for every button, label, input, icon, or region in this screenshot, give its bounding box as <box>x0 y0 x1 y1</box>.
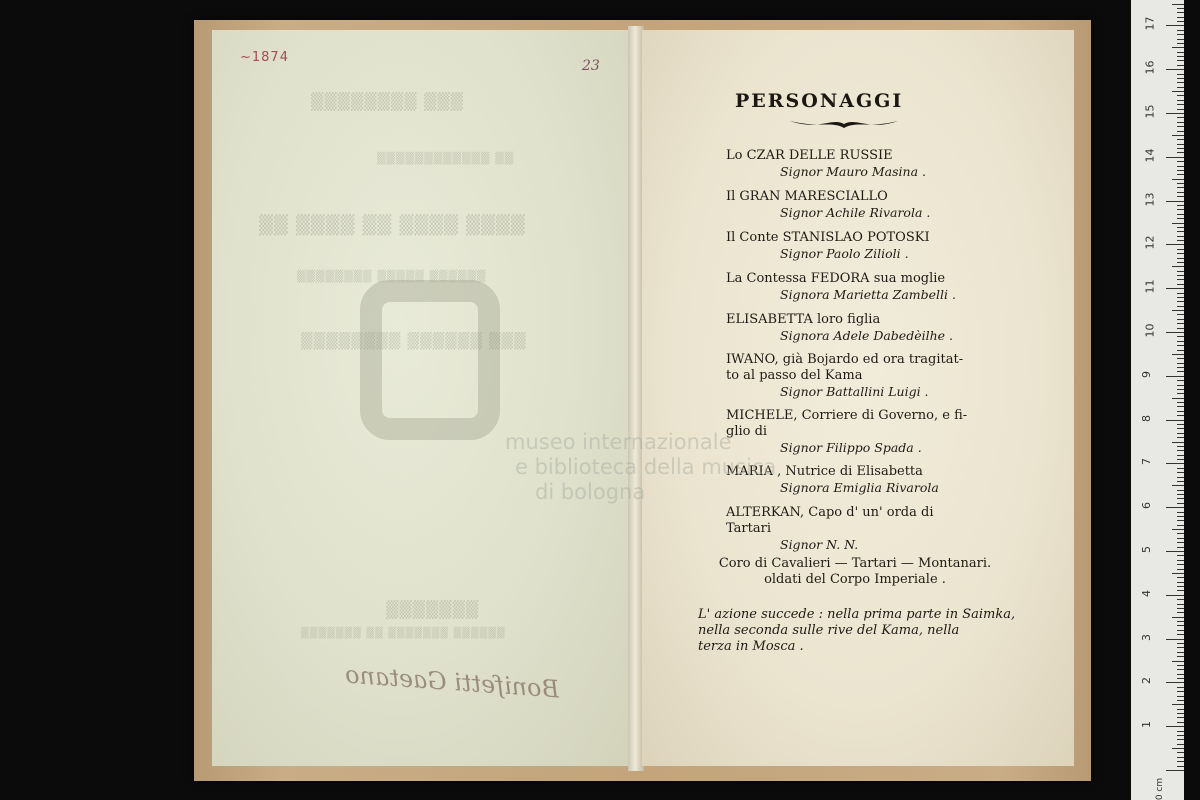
cast-role: Il Conte STANISLAO POTOSKI <box>726 230 930 245</box>
ruler-tick <box>1177 512 1184 513</box>
ruler-tick <box>1177 656 1184 657</box>
ruler-tick <box>1177 625 1184 626</box>
ruler-tick <box>1177 214 1184 215</box>
ruler-tick <box>1177 717 1184 718</box>
ruler-tick <box>1177 385 1184 386</box>
handwritten-signature: Bonifetti Gaetano <box>344 660 561 704</box>
ruler-tick <box>1177 345 1184 346</box>
ruler-tick <box>1172 310 1184 311</box>
ruler-tick <box>1177 520 1184 521</box>
ruler-tick <box>1166 595 1184 596</box>
ruler-tick <box>1166 770 1184 771</box>
ruler-tick <box>1177 328 1184 329</box>
ruler-tick <box>1172 398 1184 399</box>
ruler-tick <box>1177 380 1184 381</box>
cast-singer: Signor Mauro Masina . <box>780 164 926 179</box>
ruler-tick <box>1177 481 1184 482</box>
ruler-tick <box>1172 529 1184 530</box>
ruler-tick <box>1177 170 1184 171</box>
ruler-tick <box>1177 341 1184 342</box>
ruler-number: 7 <box>1140 458 1153 466</box>
bleed-through-text: ▒▒▒▒ ▒▒▒▒ ▒▒ ▒▒▒▒ ▒▒ <box>258 215 525 236</box>
ruler-tick <box>1166 463 1184 464</box>
ruler-tick <box>1177 590 1184 591</box>
ruler-tick <box>1177 363 1184 364</box>
ruler-number: 13 <box>1143 192 1157 207</box>
ruler-tick <box>1177 687 1184 688</box>
ruler-tick <box>1177 43 1184 44</box>
watermark <box>505 430 776 505</box>
ruler-tick <box>1172 617 1184 618</box>
ruler-tick <box>1177 674 1184 675</box>
ruler-tick <box>1177 696 1184 697</box>
ruler-tick <box>1166 244 1184 245</box>
ruler-tick <box>1177 60 1184 61</box>
ruler-tick <box>1172 354 1184 355</box>
ruler-tick <box>1177 415 1184 416</box>
cast-entry <box>726 271 1000 312</box>
bleed-through-text: ▒▒ ▒▒▒▒▒▒▒▒▒▒▒▒ <box>376 152 514 165</box>
cast-role: ALTERKAN, Capo d' un' orda di Tartari <box>726 505 934 536</box>
page-title: PERSONAGGI <box>735 90 904 112</box>
cast-role: MICHELE, Corriere di Governo, e fi- glio di <box>726 408 968 439</box>
ruler-tick <box>1177 236 1184 237</box>
ruler-tick <box>1177 306 1184 307</box>
ruler-tick <box>1177 209 1184 210</box>
ruler-tick <box>1166 157 1184 158</box>
ruler-tick <box>1177 713 1184 714</box>
cast-singer: Signor N. N. <box>780 537 859 552</box>
ruler-tick <box>1177 547 1184 548</box>
ruler-tick <box>1177 218 1184 219</box>
ruler-tick <box>1177 21 1184 22</box>
ruler-tick <box>1166 69 1184 70</box>
ruler-tick <box>1177 533 1184 534</box>
ruler-number: 4 <box>1140 589 1153 597</box>
watermark-line: di bologna <box>535 480 646 504</box>
ruler-number: 12 <box>1143 235 1157 250</box>
ruler-number: 3 <box>1140 633 1153 641</box>
cast-role: ELISABETTA loro figlia <box>726 312 881 327</box>
bleed-through-text: ▒▒▒ ▒▒▒▒▒▒ ▒▒▒▒▒▒▒▒ <box>300 332 526 350</box>
ruler-tick <box>1177 424 1184 425</box>
cast-singer: Signor Filippo Spada . <box>780 440 922 455</box>
ruler-tick <box>1177 253 1184 254</box>
ruler-number: 14 <box>1143 148 1157 163</box>
ruler-tick <box>1177 258 1184 259</box>
ruler-tick <box>1172 485 1184 486</box>
ruler-tick <box>1177 722 1184 723</box>
ruler-tick <box>1177 709 1184 710</box>
ruler-tick <box>1177 608 1184 609</box>
bleed-through-text: ▒▒▒▒▒▒▒ <box>385 600 479 619</box>
ruler-tick <box>1177 402 1184 403</box>
ruler-tick <box>1177 144 1184 145</box>
ruler-tick <box>1177 148 1184 149</box>
ruler-number: 16 <box>1143 60 1157 75</box>
ruler-tick <box>1177 634 1184 635</box>
ruler-tick <box>1177 39 1184 40</box>
ruler-tick <box>1177 503 1184 504</box>
ruler-tick <box>1166 726 1184 727</box>
ruler-tick <box>1177 82 1184 83</box>
ruler-tick <box>1177 669 1184 670</box>
bleed-through-text: ▒▒▒▒▒▒ ▒▒▒▒▒ ▒▒▒▒▒▒▒▒ <box>296 270 486 283</box>
ruler-tick <box>1177 752 1184 753</box>
library-stamp-bleed <box>360 280 500 440</box>
ruler-number: 17 <box>1143 16 1157 31</box>
ruler-tick <box>1177 301 1184 302</box>
bleed-through-text: ▒▒▒▒▒▒ ▒▒▒▒▒▒▒ ▒▒ ▒▒▒▒▒▒▒ <box>300 628 505 639</box>
ruler-tick <box>1172 4 1184 5</box>
ruler-tick <box>1172 91 1184 92</box>
ruler-tick <box>1177 477 1184 478</box>
ruler-tick <box>1177 297 1184 298</box>
ruler-tick <box>1172 704 1184 705</box>
ruler-tick <box>1177 450 1184 451</box>
ruler-tick <box>1166 332 1184 333</box>
ruler-tick <box>1177 314 1184 315</box>
cast-singer: Signora Adele Dabedèilhe . <box>780 328 953 343</box>
ruler-tick <box>1177 100 1184 101</box>
ruler-tick <box>1177 744 1184 745</box>
ruler-tick <box>1166 639 1184 640</box>
ruler-tick <box>1177 577 1184 578</box>
ruler-tick <box>1177 586 1184 587</box>
ruler-tick <box>1177 319 1184 320</box>
ruler-tick <box>1177 187 1184 188</box>
ruler-tick <box>1177 87 1184 88</box>
ruler-tick <box>1166 420 1184 421</box>
cast-singer: Signor Battallini Luigi . <box>780 384 929 399</box>
ruler-tick <box>1166 201 1184 202</box>
cast-entry <box>726 312 1000 352</box>
ruler-tick <box>1177 766 1184 767</box>
ruler-tick <box>1177 74 1184 75</box>
ruler-tick <box>1177 52 1184 53</box>
ruler-tick <box>1177 293 1184 294</box>
ruler-tick <box>1177 122 1184 123</box>
ruler-tick <box>1177 336 1184 337</box>
cast-role: IWANO, già Bojardo ed ora tragitat- to al passo del Kama <box>726 352 964 383</box>
cast-entry <box>726 230 1000 271</box>
ruler-tick <box>1177 249 1184 250</box>
ruler-tick <box>1177 647 1184 648</box>
watermark-line: e biblioteca della musica <box>515 455 777 479</box>
ruler-tick <box>1177 490 1184 491</box>
ruler-tick <box>1177 411 1184 412</box>
ruler-tick <box>1177 735 1184 736</box>
ruler-tick <box>1177 564 1184 565</box>
ruler-tick <box>1177 17 1184 18</box>
ruler-tick <box>1172 266 1184 267</box>
ruler-tick <box>1177 455 1184 456</box>
watermark-line: museo internazionale <box>505 430 732 454</box>
ruler-tick <box>1177 205 1184 206</box>
ruler-number: 8 <box>1140 414 1153 422</box>
ruler-tick <box>1177 437 1184 438</box>
ruler-tick <box>1177 275 1184 276</box>
ruler-tick <box>1177 367 1184 368</box>
chorus-line: Coro di Cavalieri — Tartari — Montanari. oldati del Corpo Imperiale . <box>718 556 992 587</box>
ruler-tick <box>1177 8 1184 9</box>
cast-entry <box>726 505 1000 561</box>
ruler-tick <box>1166 25 1184 26</box>
cast-singer: Signor Paolo Zilioli . <box>780 246 909 261</box>
ruler-tick <box>1166 113 1184 114</box>
ruler-tick <box>1177 731 1184 732</box>
ruler-tick <box>1177 192 1184 193</box>
cast-entry <box>726 148 1000 189</box>
ruler-tick <box>1172 179 1184 180</box>
ruler-tick <box>1177 371 1184 372</box>
ruler-number: 10 <box>1143 323 1157 338</box>
ruler-tick <box>1172 442 1184 443</box>
ruler-tick <box>1177 389 1184 390</box>
ruler-tick <box>1177 599 1184 600</box>
ruler-tick <box>1177 231 1184 232</box>
ruler-number: 11 <box>1143 279 1157 294</box>
ruler-tick <box>1177 117 1184 118</box>
ruler-tick <box>1177 525 1184 526</box>
setting-note: L' azione succede : nella prima parte in Saimka, nella seconda sulle rive del Kama, nella terza in Mosca . <box>698 607 1016 654</box>
ruler-tick <box>1177 652 1184 653</box>
cast-entry <box>726 189 1000 230</box>
ruler-tick <box>1172 573 1184 574</box>
ruler-tick <box>1177 691 1184 692</box>
ruler-tick <box>1177 757 1184 758</box>
ruler-tick <box>1172 661 1184 662</box>
cast-role: MARIA , Nutrice di Elisabetta <box>726 464 923 479</box>
ruler-tick <box>1177 739 1184 740</box>
ruler-tick <box>1172 223 1184 224</box>
ruler-tick <box>1177 56 1184 57</box>
ruler-tick <box>1177 30 1184 31</box>
ruler-tick <box>1177 34 1184 35</box>
ruler-tick <box>1172 47 1184 48</box>
ruler-tick <box>1177 240 1184 241</box>
ruler-tick <box>1177 446 1184 447</box>
cast-role: Lo CZAR DELLE RUSSIE <box>726 148 893 163</box>
ruler-tick <box>1172 135 1184 136</box>
ruler-tick <box>1177 665 1184 666</box>
ruler-tick <box>1166 551 1184 552</box>
ruler-tick <box>1177 161 1184 162</box>
ruler-tick <box>1166 376 1184 377</box>
ruler-tick <box>1177 630 1184 631</box>
ruler-tick <box>1177 358 1184 359</box>
cast-entry <box>726 352 1000 408</box>
cast-role: Il GRAN MARESCIALLO <box>726 189 888 204</box>
ruler-tick <box>1177 542 1184 543</box>
ruler-tick <box>1177 538 1184 539</box>
shelfmark: ~1874 <box>240 50 289 65</box>
ruler-number: 2 <box>1140 677 1153 685</box>
ruler-tick <box>1177 516 1184 517</box>
ruler-tick <box>1177 95 1184 96</box>
ruler-tick <box>1177 12 1184 13</box>
cast-singer: Signor Achile Rivarola . <box>780 205 931 220</box>
ruler-tick <box>1177 498 1184 499</box>
ruler-tick <box>1177 582 1184 583</box>
ruler-tick <box>1166 288 1184 289</box>
ruler-tick <box>1177 612 1184 613</box>
ruler-tick <box>1177 459 1184 460</box>
ruler-number: 1 <box>1140 721 1153 729</box>
ruler-tick <box>1177 472 1184 473</box>
ruler-tick <box>1177 284 1184 285</box>
ruler-tick <box>1177 262 1184 263</box>
ruler-tick <box>1177 555 1184 556</box>
ruler-tick <box>1177 700 1184 701</box>
ruler-tick <box>1177 174 1184 175</box>
ruler-tick <box>1177 78 1184 79</box>
ruler-tick <box>1166 682 1184 683</box>
ruler-tick <box>1177 678 1184 679</box>
ruler-tick <box>1177 109 1184 110</box>
ruler-tick <box>1177 139 1184 140</box>
ruler-tick <box>1177 494 1184 495</box>
ruler-tick <box>1177 428 1184 429</box>
cast-singer: Signora Marietta Zambelli . <box>780 287 956 302</box>
cast-singer: Signora Emiglia Rivarola <box>780 480 939 495</box>
ruler-tick <box>1166 507 1184 508</box>
ruler-tick <box>1177 279 1184 280</box>
ruler-tick <box>1177 406 1184 407</box>
ruler-tick <box>1177 569 1184 570</box>
ruler-tick <box>1177 126 1184 127</box>
ruler-number: 9 <box>1140 370 1153 378</box>
ruler-tick <box>1177 560 1184 561</box>
measurement-ruler <box>1131 0 1184 800</box>
ruler-tick <box>1177 323 1184 324</box>
ruler-tick <box>1172 748 1184 749</box>
ruler-tick <box>1177 350 1184 351</box>
ruler-tick <box>1177 183 1184 184</box>
title-flourish <box>788 115 900 131</box>
ruler-tick <box>1177 271 1184 272</box>
ruler-tick <box>1177 621 1184 622</box>
page-number: 23 <box>582 58 600 74</box>
ruler-tick <box>1177 227 1184 228</box>
ruler-tick <box>1177 468 1184 469</box>
ruler-tick <box>1177 433 1184 434</box>
ruler-number: 15 <box>1143 104 1157 119</box>
bleed-through-text: ▒▒▒ ▒▒▒▒▒▒▒▒ <box>310 92 463 111</box>
ruler-tick <box>1177 131 1184 132</box>
ruler-unit-label: 0 cm <box>1155 777 1166 800</box>
ruler-number: 5 <box>1140 546 1153 553</box>
ruler-tick <box>1177 393 1184 394</box>
ruler-number: 6 <box>1140 502 1153 510</box>
ruler-tick <box>1177 152 1184 153</box>
ruler-tick <box>1177 196 1184 197</box>
cast-role: La Contessa FEDORA sua moglie <box>726 271 946 286</box>
ruler-tick <box>1177 604 1184 605</box>
ruler-tick <box>1177 166 1184 167</box>
ruler-tick <box>1177 761 1184 762</box>
ruler-tick <box>1177 65 1184 66</box>
ruler-tick <box>1177 643 1184 644</box>
ruler-tick <box>1177 104 1184 105</box>
